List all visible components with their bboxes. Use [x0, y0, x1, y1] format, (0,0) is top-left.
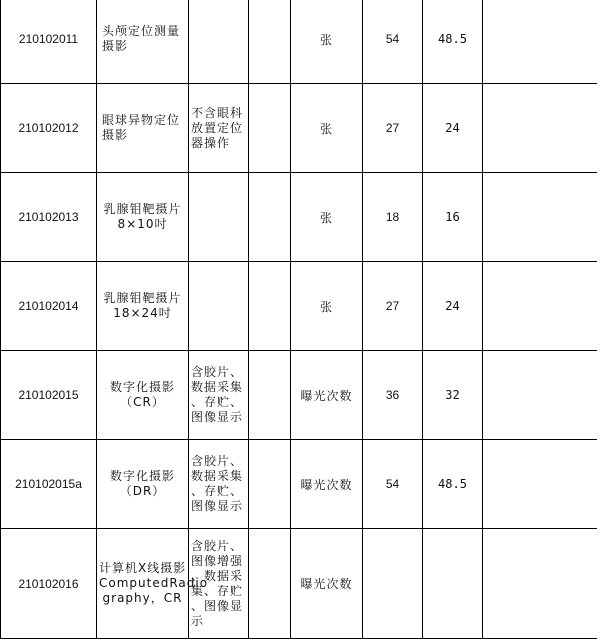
item-description-line: 含胶片、	[191, 365, 244, 379]
item-description-line: 数据采集	[191, 469, 244, 483]
item-name-line: 眼球异物定位	[102, 113, 181, 127]
unit-cell	[291, 529, 363, 639]
item-code-cell	[1, 351, 97, 440]
excluded-content-cell	[249, 440, 291, 529]
item-code: 210102011	[18, 32, 79, 46]
item-name-line: （DR）	[119, 484, 166, 498]
unit: 曝光次数	[300, 388, 353, 403]
item-code: 210102012	[18, 121, 79, 135]
excluded-content-cell	[249, 173, 291, 262]
item-description-cell	[189, 0, 249, 84]
item-code-cell	[1, 440, 97, 529]
price-tier1-cell	[363, 0, 423, 84]
excluded-content-cell	[249, 262, 291, 351]
note-cell	[483, 0, 598, 84]
item-name-cell	[97, 440, 189, 529]
item-name-cell	[97, 262, 189, 351]
note-cell	[483, 351, 598, 440]
item-description-line: 集、存贮	[191, 583, 244, 598]
item-code-cell	[1, 173, 97, 262]
price-tier2: 16	[445, 210, 460, 224]
item-code: 210102014	[18, 299, 79, 313]
unit: 曝光次数	[300, 477, 353, 492]
price-tier1: 54	[385, 32, 400, 46]
table-row	[1, 440, 598, 529]
price-tier1-cell	[363, 529, 423, 639]
item-description-line: 图像增强	[191, 553, 244, 568]
note-cell	[483, 173, 598, 262]
excluded-content-cell	[249, 0, 291, 84]
unit-cell	[291, 351, 363, 440]
table-row	[1, 351, 598, 440]
item-description-line: 、存贮、	[191, 395, 244, 409]
price-tier1-cell	[363, 440, 423, 529]
price-tier1-cell	[363, 173, 423, 262]
unit: 张	[319, 299, 333, 314]
unit-cell	[291, 173, 363, 262]
item-name-line: 8×10吋	[117, 217, 168, 231]
excluded-content-cell	[249, 351, 291, 440]
item-code: 210102015	[18, 388, 79, 402]
price-tier1-cell	[363, 351, 423, 440]
price-tier1: 27	[385, 299, 400, 313]
item-name-cell	[97, 529, 209, 639]
item-code: 210102013	[18, 210, 79, 224]
item-description-cell	[189, 173, 249, 262]
item-code-cell	[1, 0, 97, 84]
item-description-line: 图像显示	[191, 410, 244, 424]
item-code-cell	[1, 262, 97, 351]
unit-cell	[291, 84, 363, 173]
item-name-cell	[97, 84, 189, 173]
item-description-line: 含胶片、	[191, 538, 244, 553]
item-name-line: 摄影	[102, 128, 129, 142]
item-name-line: graphy，CR	[102, 591, 183, 605]
item-name-line: 乳腺钼靶摄片	[103, 202, 182, 216]
item-name-line: 数字化摄影	[109, 380, 175, 394]
item-name-cell	[97, 0, 189, 84]
price-tier1: 54	[385, 477, 400, 491]
price-tier2-cell	[423, 0, 483, 84]
item-description-cell	[189, 84, 249, 173]
item-description-line: 不含眼科	[191, 105, 244, 120]
item-name-line: 数字化摄影	[109, 469, 175, 483]
item-description-cell	[189, 440, 249, 529]
item-name-line: 计算机X线摄影	[99, 561, 187, 575]
item-name-line: 摄影	[102, 39, 129, 53]
item-description-line: 器操作	[191, 135, 231, 150]
item-description-cell	[189, 529, 249, 639]
price-tier2: 48.5	[438, 32, 467, 46]
item-code: 210102015a	[15, 477, 82, 491]
item-code-cell	[1, 529, 97, 639]
item-description-line: 、数据采	[191, 568, 244, 583]
item-description-line: 含胶片、	[191, 454, 244, 468]
price-tier2: 32	[445, 388, 460, 402]
price-tier2-cell	[423, 84, 483, 173]
table-row	[1, 0, 598, 84]
item-name-line: ComputedRadio	[99, 576, 209, 590]
excluded-content-cell	[249, 529, 291, 639]
item-name-line: 乳腺钼靶摄片	[103, 291, 182, 305]
price-tier2-cell	[423, 440, 483, 529]
price-tier1: 18	[385, 210, 400, 224]
price-tier1: 27	[385, 121, 400, 135]
unit-cell	[291, 440, 363, 529]
note-cell	[483, 262, 598, 351]
table-row	[1, 262, 598, 351]
item-name-cell	[97, 351, 189, 440]
price-tier2: 24	[445, 299, 460, 313]
item-name-line: 18×24吋	[113, 306, 172, 320]
item-description-cell	[189, 262, 249, 351]
item-code: 210102016	[18, 576, 79, 591]
item-code-cell	[1, 84, 97, 173]
table-row	[1, 173, 598, 262]
price-tier1-cell	[363, 262, 423, 351]
item-description-line: 图像显示	[191, 499, 244, 513]
table-row	[1, 84, 598, 173]
unit: 张	[319, 121, 333, 136]
price-tier2-cell	[423, 173, 483, 262]
item-description-line: 、图像显	[191, 598, 244, 613]
note-cell	[483, 529, 598, 639]
price-tier1-cell	[363, 84, 423, 173]
item-name-line: 头颅定位测量	[102, 24, 181, 38]
unit-cell	[291, 262, 363, 351]
price-tier2: 48.5	[438, 477, 467, 491]
item-description-cell	[189, 351, 249, 440]
item-description-line: 示	[191, 613, 205, 628]
item-description-line: 数据采集	[191, 380, 244, 394]
note-cell	[483, 440, 598, 529]
unit: 曝光次数	[300, 577, 353, 591]
item-name-line: （CR）	[120, 395, 165, 409]
price-tier1: 36	[385, 388, 400, 402]
excluded-content-cell	[249, 84, 291, 173]
item-description-line: 、存贮、	[191, 484, 244, 498]
price-tier2: 24	[445, 121, 460, 135]
note-cell	[483, 84, 598, 173]
table-row	[1, 529, 598, 639]
item-name-cell	[97, 173, 189, 262]
unit: 张	[319, 32, 333, 47]
price-tier2-cell	[423, 262, 483, 351]
price-tier2-cell	[423, 529, 483, 639]
item-description-line: 放置定位	[191, 120, 244, 135]
unit: 张	[319, 210, 333, 225]
unit-cell	[291, 0, 363, 84]
price-tier2-cell	[423, 351, 483, 440]
